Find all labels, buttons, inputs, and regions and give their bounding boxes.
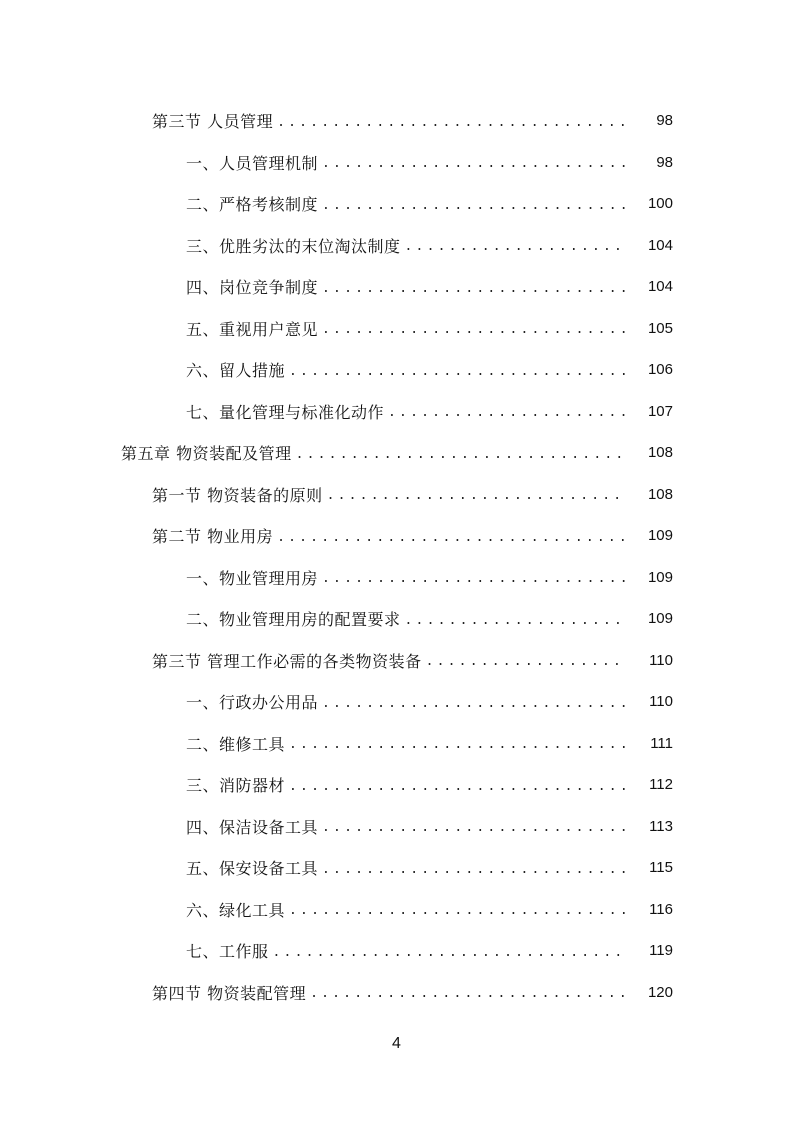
toc-entry[interactable]: [0, 225, 793, 267]
dot-leader: [388, 401, 627, 421]
dot-leader: [426, 650, 627, 670]
toc-entry-title: 二、严格考核制度: [186, 195, 319, 215]
dot-leader: [405, 235, 627, 255]
toc-entry-page: 110: [649, 693, 673, 711]
dot-leader: [296, 443, 627, 463]
toc-entry-title: 六、绿化工具: [186, 900, 286, 920]
toc-entry-title: 第一节 物资装备的原则: [152, 485, 323, 505]
toc-entry-title: 一、人员管理机制: [186, 153, 319, 173]
dot-leader: [277, 526, 627, 546]
dot-leader: [289, 899, 627, 919]
toc-entry[interactable]: [0, 930, 793, 972]
toc-entry[interactable]: [0, 308, 793, 350]
toc-entry-title: 第三节 管理工作必需的各类物资装备: [152, 651, 422, 671]
dot-leader: [289, 360, 627, 380]
toc-entry[interactable]: [0, 100, 793, 142]
toc-entry-page: 107: [647, 402, 673, 420]
toc-entry[interactable]: [0, 142, 793, 184]
dot-leader: [405, 609, 627, 629]
toc-entry-page: 98: [656, 112, 673, 130]
dot-leader: [327, 484, 627, 504]
toc-entry-title: 四、岗位竞争制度: [186, 278, 319, 298]
toc-entry-page: 112: [649, 776, 673, 794]
toc-entry[interactable]: [0, 432, 793, 474]
toc-entry-page: 120: [647, 983, 673, 1001]
toc-entry[interactable]: [0, 598, 793, 640]
toc-entry-page: 105: [647, 319, 673, 337]
toc-entry-page: 111: [650, 734, 673, 752]
dot-leader: [322, 858, 627, 878]
toc-entry[interactable]: [0, 847, 793, 889]
toc-entry-page: 119: [649, 942, 673, 960]
toc-entry[interactable]: [0, 391, 793, 433]
toc-entry-page: 100: [647, 195, 673, 213]
toc-entry[interactable]: [0, 972, 793, 1014]
toc-entry-page: 109: [647, 527, 673, 545]
toc-entry[interactable]: [0, 183, 793, 225]
toc-entry-title: 一、物业管理用房: [186, 568, 319, 588]
toc-entry-page: 110: [649, 651, 673, 669]
toc-entry-page: 104: [647, 236, 673, 254]
toc-entry-title: 第二节 物业用房: [152, 527, 274, 547]
dot-leader: [322, 152, 627, 172]
dot-leader: [277, 111, 627, 131]
dot-leader: [322, 692, 627, 712]
toc-entry[interactable]: [0, 474, 793, 516]
toc-entry-title: 五、重视用户意见: [186, 319, 319, 339]
toc-entry-title: 二、维修工具: [186, 734, 286, 754]
toc-entry-title: 一、行政办公用品: [186, 693, 319, 713]
dot-leader: [322, 277, 627, 297]
page-number: 4: [392, 1035, 401, 1052]
toc-entry-title: 六、留人措施: [186, 361, 286, 381]
toc-entry[interactable]: [0, 266, 793, 308]
toc-entry-title: 第五章 物资装配及管理: [121, 444, 292, 464]
toc-entry[interactable]: [0, 806, 793, 848]
toc-entry[interactable]: [0, 515, 793, 557]
toc-entry-page: 108: [647, 444, 673, 462]
dot-leader: [322, 318, 627, 338]
toc-entry[interactable]: [0, 889, 793, 931]
dot-leader: [322, 194, 627, 214]
toc-entry[interactable]: [0, 681, 793, 723]
toc-entry[interactable]: [0, 723, 793, 765]
toc-entry-page: 109: [647, 610, 673, 628]
toc-entry-page: 106: [647, 361, 673, 379]
toc-entry-page: 98: [656, 153, 673, 171]
toc-entry-title: 三、优胜劣汰的末位淘汰制度: [186, 236, 401, 256]
toc-entry-page: 116: [649, 900, 673, 918]
toc-entry-title: 五、保安设备工具: [186, 859, 319, 879]
toc-entry[interactable]: [0, 557, 793, 599]
toc-entry[interactable]: [0, 349, 793, 391]
toc-entry-title: 三、消防器材: [186, 776, 286, 796]
table-of-contents: [0, 100, 793, 1013]
toc-entry-title: 四、保洁设备工具: [186, 817, 319, 837]
dot-leader: [310, 982, 627, 1002]
toc-entry-page: 109: [647, 568, 673, 586]
toc-entry-title: 七、工作服: [186, 942, 269, 962]
dot-leader: [322, 816, 627, 836]
dot-leader: [273, 941, 627, 961]
toc-entry-title: 第三节 人员管理: [152, 112, 274, 132]
toc-entry-page: 113: [649, 817, 673, 835]
toc-entry-title: 二、物业管理用房的配置要求: [186, 610, 401, 630]
toc-entry[interactable]: [0, 640, 793, 682]
dot-leader: [289, 775, 627, 795]
toc-entry-page: 108: [647, 485, 673, 503]
toc-entry-page: 104: [647, 278, 673, 296]
toc-entry-title: 第四节 物资装配管理: [152, 983, 307, 1003]
toc-entry-title: 七、量化管理与标准化动作: [186, 402, 385, 422]
dot-leader: [322, 567, 627, 587]
dot-leader: [289, 733, 627, 753]
toc-entry[interactable]: [0, 764, 793, 806]
toc-entry-page: 115: [649, 859, 673, 877]
